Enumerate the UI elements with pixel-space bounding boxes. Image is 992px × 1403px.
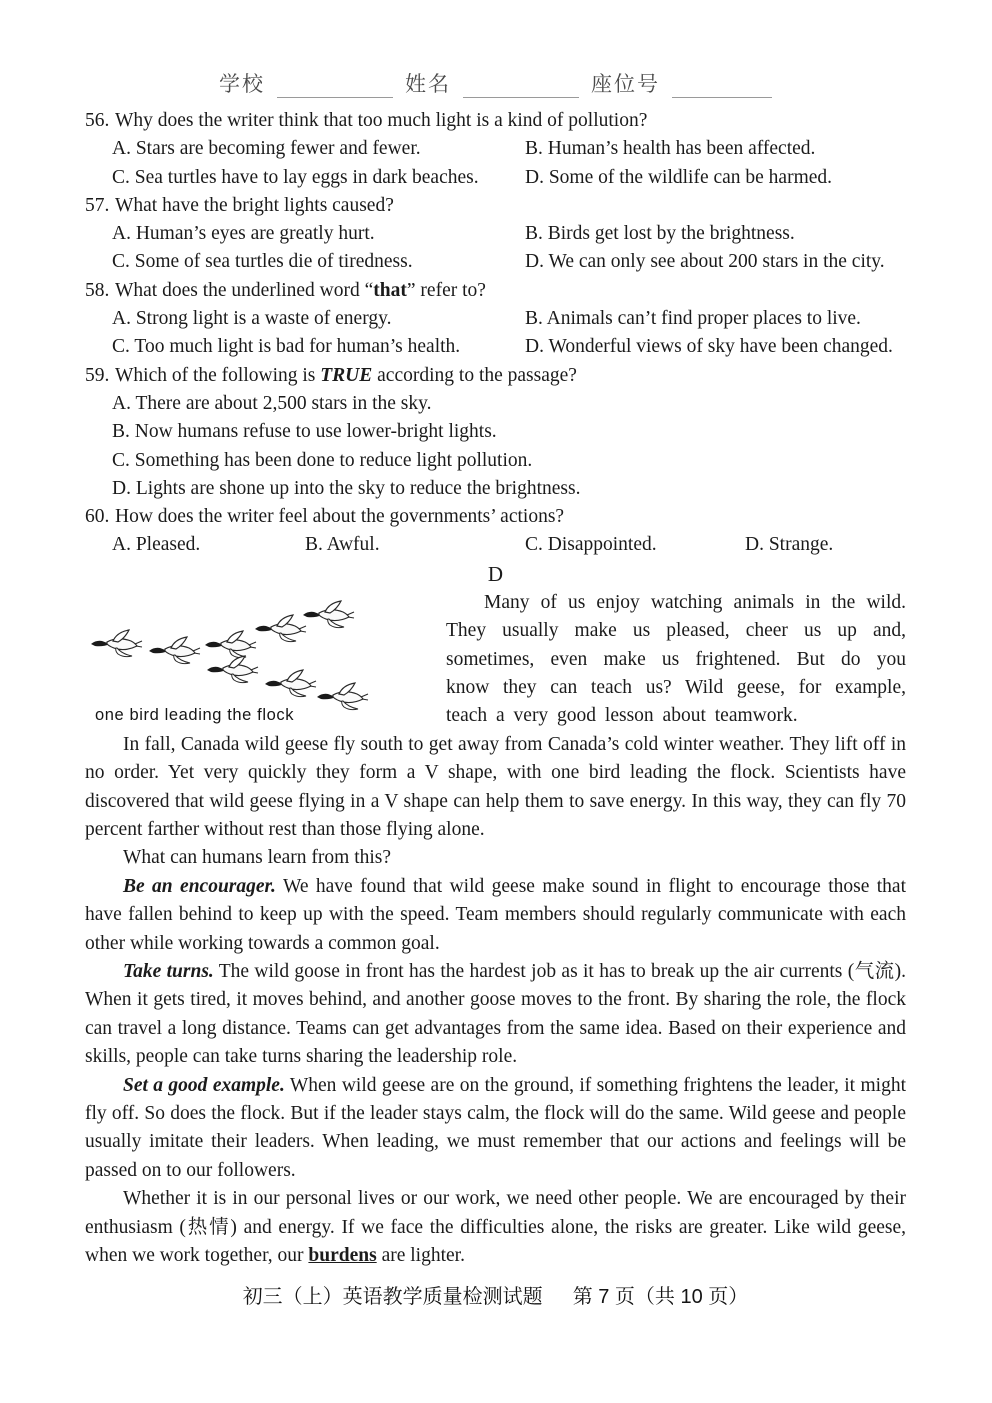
- option: B. Human’s health has been affected.: [525, 138, 816, 160]
- paragraph-lead: Set a good example.: [123, 1074, 285, 1096]
- seat-blank-line: [672, 75, 772, 98]
- option: A. Pleased.: [112, 534, 201, 556]
- question-number: 59.: [85, 364, 110, 386]
- question-59: [85, 362, 906, 503]
- option: A. Strong light is a waste of energy.: [112, 308, 392, 330]
- footer-title: 初三（上）英语教学质量检测试题: [242, 1285, 543, 1308]
- geese-figure: [85, 599, 430, 725]
- option: D. Some of the wildlife can be harmed.: [525, 166, 833, 188]
- page-footer: [85, 1280, 906, 1309]
- question-text: 60. How does the writer feel about the governments’ actions?: [85, 503, 906, 531]
- option: A. Stars are becoming fewer and fewer.: [112, 138, 421, 160]
- option: C. Disappointed.: [525, 534, 657, 556]
- option-row: [85, 333, 906, 361]
- seat-label: 座位号: [591, 72, 660, 96]
- option: D. Wonderful views of sky have been changed.: [525, 336, 893, 358]
- passage-paragraph: What can humans learn from this?: [123, 847, 392, 869]
- option: A. Human’s eyes are greatly hurt.: [112, 223, 375, 245]
- paragraph-lead: Take turns.: [123, 961, 214, 983]
- passage-paragraph: Many of us enjoy watching animals in the wild. They usually make us pleased, cheer us up and, sometimes, even make us frightened. But do you know they can teach us? Wild geese, for example, teach a very good lesson about teamwork.: [446, 591, 906, 727]
- passage-paragraph: In fall, Canada wild geese fly south to get away from Canada’s cold winter weather. They lift off in no order. Yet very quickly they form a V shape, with one bird leading the flock. Scientists have discovered that wild geese flying in a V shape can help them to save energy. In this way, they can fly 70 percent farther without rest than those flying alone.: [85, 733, 906, 840]
- option: C. Sea turtles have to lay eggs in dark beaches.: [112, 166, 479, 188]
- question-60: [85, 503, 906, 560]
- goose-icon: [265, 670, 316, 697]
- reading-passage: [85, 589, 906, 1271]
- option-row: [85, 531, 906, 559]
- option-row: [85, 135, 906, 163]
- question-text: 56. Why does the writer think that too much light is a kind of pollution?: [85, 107, 906, 135]
- option: B. Awful.: [305, 534, 380, 556]
- option-row: [85, 164, 906, 192]
- option-list: [85, 390, 906, 503]
- figure-caption: one bird leading the flock: [95, 705, 295, 724]
- question-57: [85, 192, 906, 277]
- goose-leader-icon: [91, 630, 142, 657]
- question-number: 60.: [85, 506, 110, 528]
- question-text: 57. What have the bright lights caused?: [85, 192, 906, 220]
- passage-paragraph: Take turns. The wild goose in front has the hardest job as it has to break up the air currents (气流). When it gets tired, it moves behind, and another goose moves to the front. By sharing the role, the flock can travel a long distance. Teams can get advantages from the same idea. Based on their experience and skills, people can take turns sharing the leadership role.: [85, 961, 907, 1068]
- goose-icon: [149, 637, 200, 664]
- option: C. Some of sea turtles die of tiredness.: [112, 251, 413, 273]
- paragraph-lead: Be an encourager.: [123, 875, 276, 897]
- option: D. Lights are shone up into the sky to reduce the brightness.: [112, 477, 581, 499]
- passage-paragraph: Set a good example. When wild geese are on the ground, if something frightens the leader, it might fly off. So does the flock. But if the leader stays calm, the flock will do the same. Wild geese and people usually imitate their leaders. When leading, we must remember that our actions and feelings will be passed on to our followers.: [85, 1074, 906, 1181]
- geese-v-formation-illustration: [85, 599, 430, 711]
- passage-paragraph: Whether it is in our personal lives or our work, we need other people. We are encouraged by their enthusiasm (热情) and energy. If we face the difficulties alone, the risks are greater. Like wild geese, when we work together, our burdens are lighter.: [85, 1188, 906, 1267]
- underlined-word: burdens: [308, 1245, 377, 1267]
- goose-icon: [207, 656, 258, 683]
- option: D. We can only see about 200 stars in the city.: [525, 251, 885, 273]
- section-label: D: [487, 561, 504, 586]
- option: C. Too much light is bad for human’s health.: [112, 336, 461, 358]
- goose-icon: [303, 601, 354, 628]
- option: B. Now humans refuse to use lower-bright lights.: [112, 421, 497, 443]
- question-text: 58. What does the underlined word “that” refer to?: [85, 277, 906, 305]
- name-blank-line: [463, 75, 579, 98]
- school-blank-line: [277, 75, 393, 98]
- question-58: [85, 277, 906, 362]
- question-number: 58.: [85, 279, 110, 301]
- goose-icon: [317, 683, 368, 710]
- name-label: 姓名: [405, 72, 451, 96]
- option: D. Strange.: [745, 534, 834, 556]
- option-row: [85, 220, 906, 248]
- passage-paragraph: Be an encourager. We have found that wild geese make sound in flight to encourage those that have fallen behind to keep up with the speed. Team members should regularly communicate with each other while working towards a common goal.: [85, 875, 907, 954]
- question-text: 59. Which of the following is TRUE according to the passage?: [85, 362, 906, 390]
- option-row: [85, 248, 906, 276]
- question-56: [85, 107, 906, 192]
- option-row: [85, 305, 906, 333]
- option: B. Animals can’t find proper places to live.: [525, 308, 861, 330]
- header-fill-in-row: [85, 68, 906, 98]
- school-label: 学校: [219, 72, 265, 96]
- option: A. There are about 2,500 stars in the sky.: [112, 392, 432, 414]
- goose-icon: [255, 615, 306, 642]
- question-number: 56.: [85, 110, 110, 131]
- question-number: 57.: [85, 194, 110, 216]
- option: C. Something has been done to reduce light pollution.: [112, 449, 533, 471]
- goose-icon: [205, 631, 256, 658]
- footer-page-number: 第 7 页（共 10 页）: [572, 1285, 749, 1308]
- option: B. Birds get lost by the brightness.: [525, 223, 795, 245]
